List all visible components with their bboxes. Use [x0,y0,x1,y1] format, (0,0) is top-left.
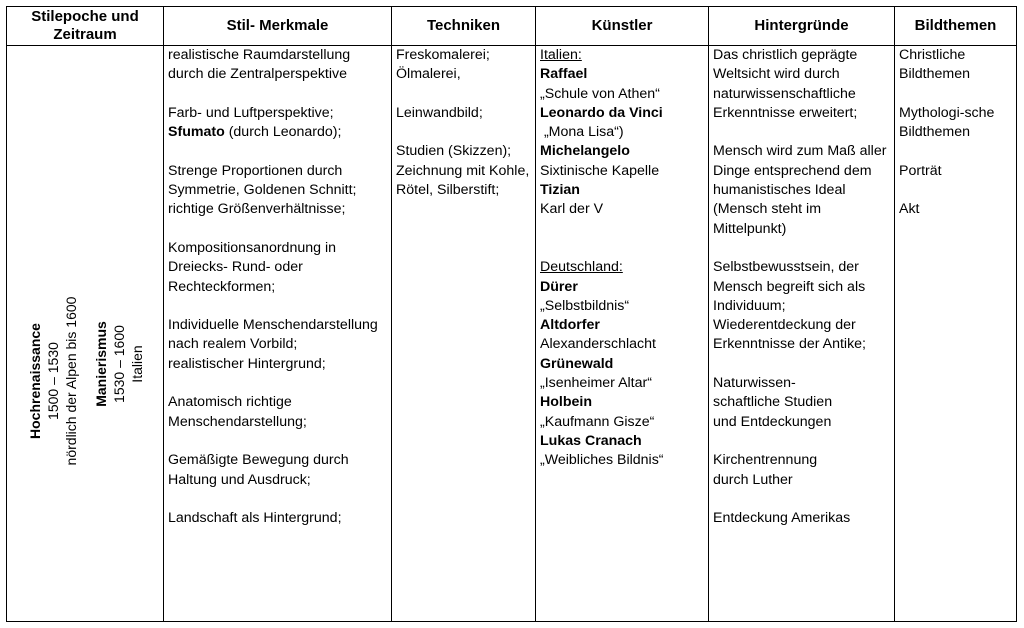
background-item: Selbstbewusstsein, der Mensch begreift sich als Individuum; [713,259,866,314]
feature-item: richtige Größenverhältnisse; [168,201,346,218]
header-epoch: Stilepoche und Zeitraum [7,7,164,46]
feature-item: Individuelle Menschendarstellung nach realem Vorbild; [168,317,378,353]
header-background: Hintergründe [709,7,895,46]
feature-item: Farb- und Luftperspektive; [168,104,334,121]
header-row [7,7,1017,46]
artist-work: „Schule von Athen“ [540,85,660,102]
artist-work: „Kaufmann Gisze“ [540,413,655,430]
artist-name: Dürer [540,278,578,295]
header-themes: Bildthemen [895,7,1017,46]
techniques-cell [392,46,536,622]
background-item: Wiederentdeckung der Erkenntnisse der Antike; [713,317,866,353]
epoch-manierismus: Manierismus 1530 – 1600 Italien [93,321,145,407]
technique-item: Zeichnung mit Kohle, Rötel, Silberstift; [396,162,530,199]
theme-item: Christliche Bildthemen [899,47,970,83]
artist-work: Sixtinische Kapelle [540,162,660,179]
artist-name: Michelangelo [540,143,630,160]
technique-item: Studien (Skizzen); [396,143,512,160]
feature-item: Landschaft als Hintergrund; [168,510,342,527]
header-features: Stil- Merkmale [164,7,392,46]
background-item: Entdeckung Amerikas [713,510,851,527]
artist-name: Raffael [540,66,588,83]
feature-item: Gemäßigte Bewegung durch Haltung und Ausdruck; [168,452,349,488]
artist-name: Grünewald [540,355,614,372]
artist-name: Holbein [540,394,593,411]
artist-name: Altdorfer [540,317,600,334]
theme-item: Akt [899,201,920,218]
themes-cell [895,46,1017,622]
features-cell [164,46,392,622]
technique-item: Leinwandbild; [396,104,483,121]
background-item: Mensch wird zum Maß aller Dinge entsprechend dem humanistisches Ideal (Mensch steht im Mittelpunkt) [713,143,887,237]
artists-cell [536,46,709,622]
background-item: Naturwissen-schaftliche Studien und Entdeckungen [713,375,833,430]
artist-work: „Mona Lisa“) [540,124,624,141]
feature-item: Anatomisch richtige Menschendarstellung; [168,394,307,430]
artist-name: Leonardo da Vinci [540,104,663,121]
header-techniques: Techniken [392,7,536,46]
art-history-table [6,6,1017,622]
epoch-hochrenaissance: Hochrenaissance 1500 – 1530 nördlich der Alpen bis 1600 [27,296,79,466]
artist-work: „Selbstbildnis“ [540,297,630,314]
feature-item: Kompositionsanordnung in Dreiecks- Rund- oder Rechteckformen; [168,239,336,295]
feature-item: Strenge Proportionen durch Symmetrie, Goldenen Schnitt; [168,162,357,199]
artist-work: Karl der V [540,201,604,218]
theme-item: Mythologi-sche Bildthemen [899,104,995,141]
background-item: Das christlich geprägte Weltsicht wird durch naturwissenschaftliche Erkenntnisse erweitert; [713,47,858,121]
artist-name: Tizian [540,182,580,199]
theme-item: Porträt [899,162,942,179]
feature-item: realistischer Hintergrund; [168,355,326,372]
artists-germany-label: Deutschland: [540,259,623,276]
artists-italy-label: Italien: [540,47,582,63]
technique-item: Ölmalerei, [396,66,461,83]
artist-name: Lukas Cranach [540,432,642,449]
technique-item: Freskomalerei; [396,47,490,63]
background-item: Kirchentrennung durch Luther [713,452,818,488]
content-row [7,46,1017,622]
artist-work: Alexanderschlacht [540,336,656,353]
header-artists: Künstler [536,7,709,46]
feature-item: Sfumato (durch Leonardo); [168,124,342,141]
artist-work: „Isenheimer Altar“ [540,375,652,392]
artist-work: „Weibliches Bildnis“ [540,452,664,469]
feature-item: realistische Raumdarstellung durch die Zentralperspektive [168,47,351,83]
epoch-cell [7,46,164,622]
background-cell [709,46,895,622]
